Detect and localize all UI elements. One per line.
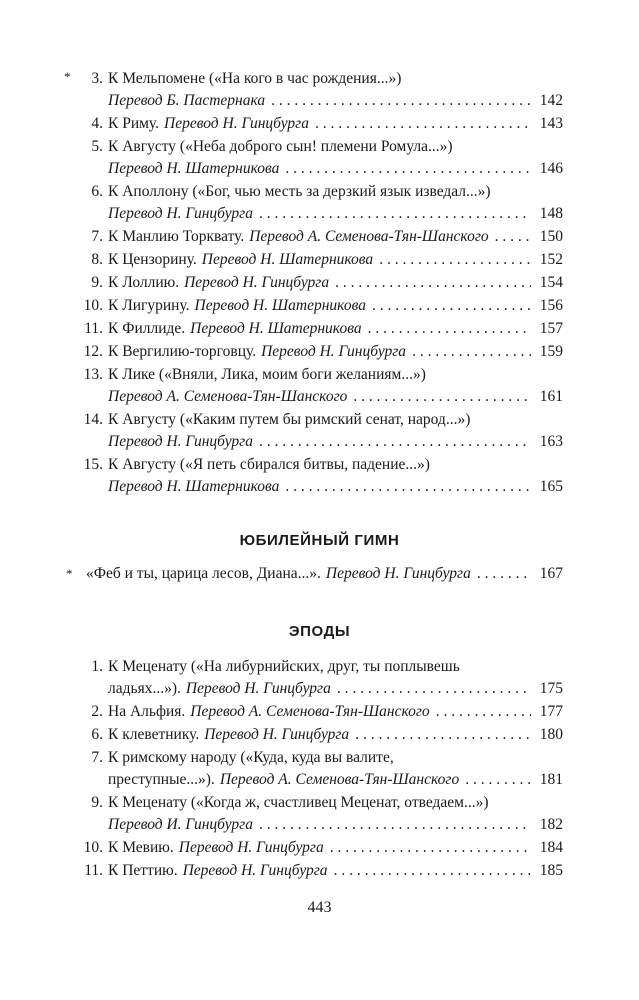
star-mark: * — [66, 566, 73, 581]
leader-dots — [334, 860, 531, 882]
entry-page: 142 — [539, 92, 563, 109]
entry-page: 167 — [539, 565, 563, 582]
leader-dots — [368, 318, 531, 340]
entry-translator: Перевод Б. Пастернака — [108, 92, 266, 109]
entry-translator: Перевод Н. Гинцбурга — [261, 343, 407, 360]
entry-translator: Перевод Н. Гинцбурга — [325, 565, 471, 582]
entry-number: 14. — [83, 411, 103, 428]
entry-number: 10. — [83, 839, 103, 856]
entry-title: К Петтию. — [108, 862, 178, 879]
entry-title: К Меценату («На либурнийских, друг, ты поплывешь — [108, 658, 460, 675]
entry-title: К Цензорину. — [108, 251, 197, 268]
entry-translator: Перевод Н. Шатерникова — [108, 160, 280, 177]
entry-number: 4. — [91, 115, 103, 132]
entry-page: 146 — [539, 160, 563, 177]
toc-entry — [66, 724, 563, 746]
toc-epodes-list — [66, 656, 563, 883]
entry-page: 143 — [539, 115, 563, 132]
entry-line — [66, 249, 563, 271]
entry-translator: Перевод А. Семенова-Тян-Шанского — [108, 388, 348, 405]
entry-translator: Перевод Н. Шатерникова — [190, 320, 362, 337]
leader-dots — [355, 724, 531, 746]
entry-line — [66, 318, 563, 340]
entry-translator: Перевод Н. Гинцбурга — [204, 726, 350, 743]
entry-title: «Феб и ты, царица лесов, Диана...». — [86, 565, 321, 582]
entry-page: 159 — [539, 343, 563, 360]
entry-translator: Перевод Н. Шатерникова — [108, 478, 280, 495]
toc-entry — [66, 249, 563, 271]
entry-line — [66, 792, 563, 814]
leader-dots — [379, 249, 531, 271]
entry-line — [66, 158, 563, 180]
leader-dots — [271, 90, 531, 112]
entry-number: 7. — [91, 228, 103, 245]
entry-translator: Перевод Н. Гинцбурга — [164, 115, 309, 132]
entry-line — [66, 341, 563, 363]
entry-line — [66, 454, 563, 476]
entry-page: 150 — [539, 228, 563, 245]
star-mark: * — [64, 69, 71, 84]
entry-title: К Вергилию-торговцу. — [108, 343, 257, 360]
entry-translator: Перевод Н. Гинцбурга — [185, 680, 331, 697]
entry-title: К Лоллию. — [108, 274, 180, 291]
entry-line — [66, 769, 563, 791]
entry-page: 180 — [539, 726, 563, 743]
entry-title: К Аполлону («Бог, чью месть за дерзкий язык изведал...») — [108, 183, 491, 200]
toc-entry-hymn — [66, 563, 563, 585]
toc-odes-list — [66, 68, 563, 499]
entry-number: 6. — [91, 183, 103, 200]
entry-page: 161 — [539, 388, 563, 405]
toc-entry — [66, 701, 563, 723]
toc-entry — [66, 860, 563, 882]
leader-dots — [285, 158, 531, 180]
entry-number: 12. — [83, 343, 103, 360]
page-number: 443 — [307, 899, 332, 916]
entry-number: 1. — [91, 658, 103, 675]
entry-title: К Манлию Торквату. — [108, 228, 245, 245]
entry-translator: Перевод А. Семенова-Тян-Шанского — [249, 228, 489, 245]
entry-line — [66, 701, 563, 723]
toc-entry — [66, 318, 563, 340]
leader-dots — [259, 814, 531, 836]
entry-number: 5. — [91, 138, 103, 155]
entry-page: 152 — [539, 251, 563, 268]
entry-translator: Перевод Н. Гинцбурга — [182, 862, 328, 879]
entry-page: 154 — [539, 274, 563, 291]
leader-dots — [285, 476, 531, 498]
toc-entry — [66, 272, 563, 294]
entry-translator: Перевод Н. Шатерникова — [194, 297, 366, 314]
leader-dots — [436, 701, 531, 723]
entry-line — [66, 203, 563, 225]
entry-number: 11. — [84, 320, 103, 337]
toc-entry — [66, 226, 563, 248]
entry-title: На Альфия. — [108, 703, 186, 720]
entry-number: 7. — [91, 749, 103, 766]
toc-entry — [66, 747, 563, 791]
entry-title: К Лигурину. — [108, 297, 190, 314]
entry-title: К Риму. — [108, 115, 160, 132]
entry-number: 10. — [83, 297, 103, 314]
entry-number: 3. — [91, 70, 103, 87]
entry-page: 184 — [539, 839, 563, 856]
entry-title: К Мельпомене («На кого в час рождения...») — [108, 70, 402, 87]
entry-number: 11. — [84, 862, 103, 879]
entry-title: К Меценату («Когда ж, счастливец Меценат, отведаем...») — [108, 794, 489, 811]
entry-line — [66, 295, 563, 317]
entry-line — [66, 272, 563, 294]
toc-entry — [66, 341, 563, 363]
entry-line — [66, 431, 563, 453]
entry-page: 157 — [539, 320, 563, 337]
entry-number: 15. — [83, 456, 103, 473]
toc-entry — [66, 136, 563, 180]
entry-line — [66, 656, 563, 678]
leader-dots — [495, 226, 531, 248]
entry-number: 9. — [91, 274, 103, 291]
entry-title: К Лике («Вняли, Лика, моим боги желаниям...») — [108, 366, 426, 383]
toc-entry — [66, 792, 563, 836]
entry-title: К Августу («Неба доброго сын! племени Ромула...») — [108, 138, 453, 155]
entry-page: 185 — [539, 862, 563, 879]
toc-entry — [66, 454, 563, 498]
leader-dots — [259, 431, 531, 453]
toc-entry — [66, 295, 563, 317]
entry-page: 181 — [539, 771, 563, 788]
entry-translator: Перевод Н. Гинцбурга — [108, 433, 253, 450]
entry-title: К Августу («Я петь сбирался битвы, падение...») — [108, 456, 430, 473]
leader-dots — [477, 563, 531, 585]
entry-translator: Перевод А. Семенова-Тян-Шанского — [190, 703, 430, 720]
entry-title: К клеветнику. — [108, 726, 200, 743]
entry-page: 163 — [539, 433, 563, 450]
toc-entry — [66, 409, 563, 453]
entry-page: 156 — [539, 297, 563, 314]
entry-line — [66, 724, 563, 746]
entry-number: 9. — [91, 794, 103, 811]
entry-title-cont: ладьях...»). — [108, 680, 181, 697]
entry-title: К Мевию. — [108, 839, 174, 856]
entry-page: 148 — [539, 205, 563, 222]
leader-dots — [465, 769, 531, 791]
entry-line — [66, 226, 563, 248]
entry-number: 2. — [91, 703, 103, 720]
entry-title: К Августу («Каким путем бы римский сенат, народ...») — [108, 411, 471, 428]
entry-line — [66, 837, 563, 859]
entry-translator: Перевод Н. Гинцбурга — [178, 839, 324, 856]
leader-dots — [335, 272, 531, 294]
entry-title-cont: преступные...»). — [108, 771, 215, 788]
entry-line — [66, 747, 563, 769]
leader-dots — [315, 113, 531, 135]
entry-line — [66, 181, 563, 203]
toc-entry — [66, 113, 563, 135]
toc-entry — [66, 181, 563, 225]
entry-title: К римскому народу («Куда, куда вы валите, — [108, 749, 394, 766]
entry-line — [66, 364, 563, 386]
entry-translator: Перевод Н. Гинцбурга — [108, 205, 253, 222]
section-heading-hymn: ЮБИЛЕЙНЫЙ ГИМН — [239, 532, 400, 549]
leader-dots — [372, 295, 531, 317]
entry-line — [66, 90, 563, 112]
entry-line — [66, 113, 563, 135]
entry-number: 6. — [91, 726, 103, 743]
leader-dots — [337, 678, 531, 700]
entry-line — [66, 409, 563, 431]
toc-entry — [66, 364, 563, 408]
entry-number: 8. — [91, 251, 103, 268]
entry-translator: Перевод И. Гинцбурга — [108, 816, 253, 833]
entry-line — [66, 476, 563, 498]
entry-line — [66, 678, 563, 700]
entry-translator: Перевод Н. Гинцбурга — [184, 274, 330, 291]
entry-page: 165 — [539, 478, 563, 495]
toc-entry — [66, 656, 563, 700]
entry-line — [66, 136, 563, 158]
entry-title: К Филлиде. — [108, 320, 186, 337]
toc-entry — [66, 837, 563, 859]
entry-page: 175 — [539, 680, 563, 697]
entry-line — [66, 814, 563, 836]
entry-translator: Перевод Н. Шатерникова — [201, 251, 374, 268]
entry-line — [66, 860, 563, 882]
toc-entry — [66, 68, 563, 112]
entry-number: 13. — [83, 366, 103, 383]
entry-page: 177 — [539, 703, 563, 720]
section-heading-epodes: ЭПОДЫ — [288, 623, 351, 640]
leader-dots — [412, 341, 531, 363]
entry-line — [66, 386, 563, 408]
leader-dots — [330, 837, 531, 859]
entry-translator: Перевод А. Семенова-Тян-Шанского — [219, 771, 460, 788]
entry-line — [66, 68, 563, 90]
leader-dots — [353, 386, 531, 408]
leader-dots — [259, 203, 531, 225]
entry-page: 182 — [539, 816, 563, 833]
